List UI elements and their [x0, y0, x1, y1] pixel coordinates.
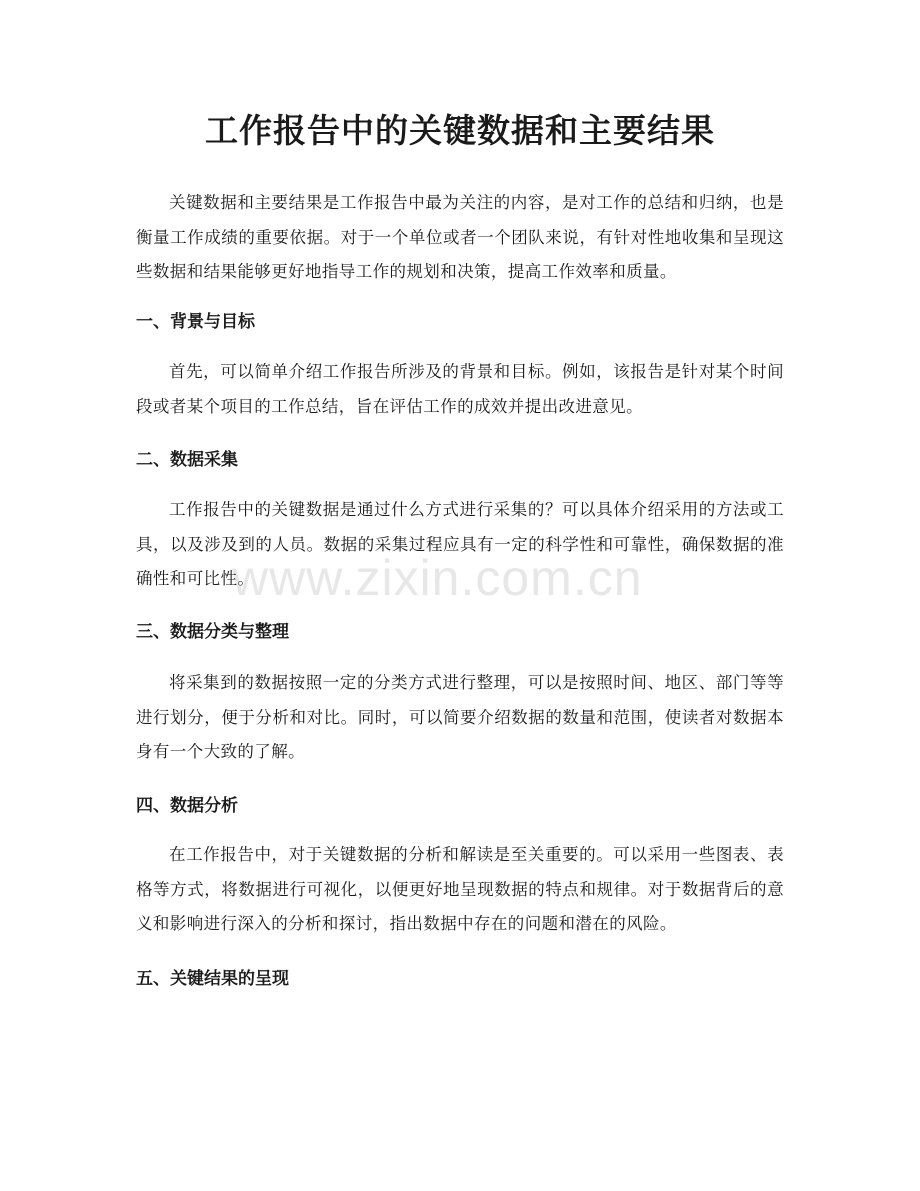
intro-paragraph: 关键数据和主要结果是工作报告中最为关注的内容，是对工作的总结和归纳，也是衡量工作成绩的重要依据。对于一个单位或者一个团队来说，有针对性地收集和呈现这些数据和结果能够更好地指导工作的规划和决策，提高工作效率和质量。 — [136, 193, 784, 281]
section-heading-classification: 三、数据分类与整理 — [136, 622, 289, 642]
section-body-data-collection: 工作报告中的关键数据是通过什么方式进行采集的？可以具体介绍采用的方法或工具，以及涉及到的人员。数据的采集过程应具有一定的科学性和可靠性，确保数据的准确性和可比性。 — [136, 500, 784, 588]
section-body-background: 首先，可以简单介绍工作报告所涉及的背景和目标。例如，该报告是针对某个时间段或者某个项目的工作总结，旨在评估工作的成效并提出改进意见。 — [136, 362, 784, 416]
section-heading-data-collection: 二、数据采集 — [136, 450, 238, 470]
section-heading-data-analysis: 四、数据分析 — [136, 796, 238, 816]
page-title: 工作报告中的关键数据和主要结果 — [205, 111, 715, 150]
section-body-data-analysis: 在工作报告中，对于关键数据的分析和解读是至关重要的。可以采用一些图表、表格等方式，将数据进行可视化，以便更好地呈现数据的特点和规律。对于数据背后的意义和影响进行深入的分析和探讨，指出数据中存在的问题和潜在的风险。 — [136, 845, 784, 933]
section-heading-key-results: 五、关键结果的呈现 — [136, 969, 289, 989]
section-heading-background: 一、背景与目标 — [136, 312, 255, 332]
watermark: www.zixin.com.cn — [232, 550, 643, 606]
section-body-classification: 将采集到的数据按照一定的分类方式进行整理，可以是按照时间、地区、部门等等进行划分，便于分析和对比。同时，可以简要介绍数据的数量和范围，使读者对数据本身有一个大致的了解。 — [136, 673, 784, 761]
